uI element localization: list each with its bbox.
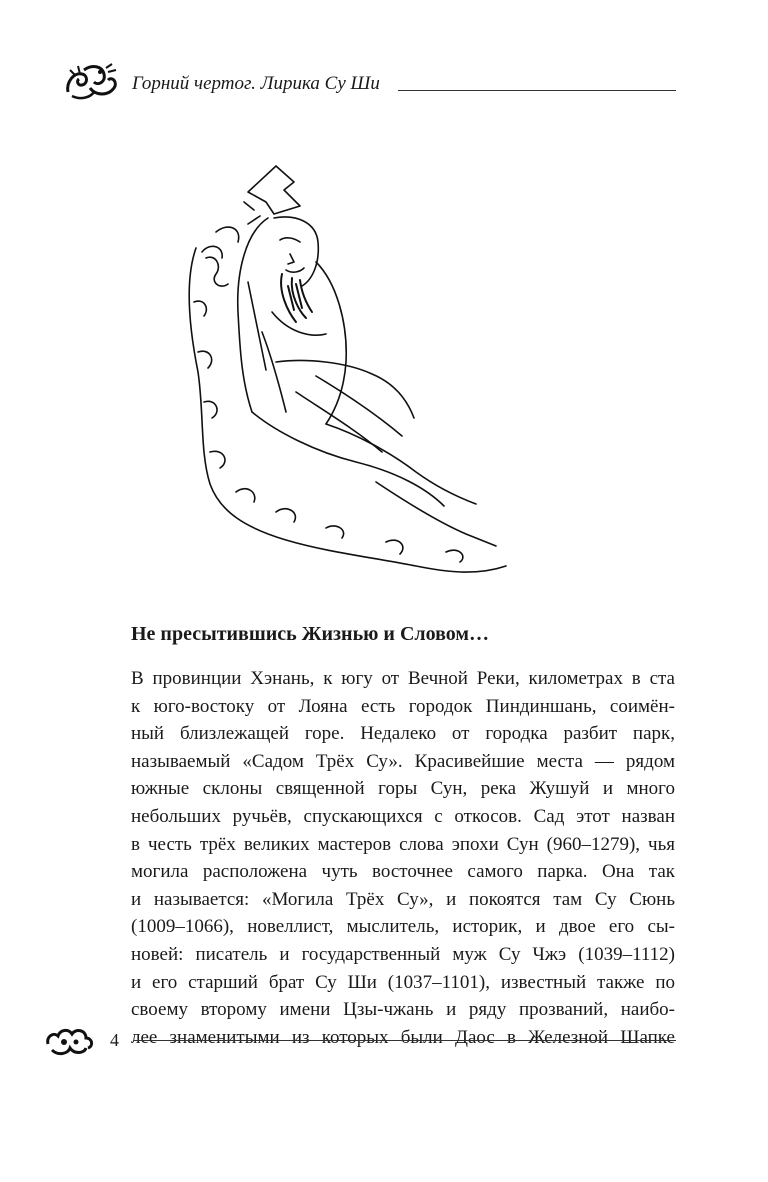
running-title: Горний чертог. Лирика Су Ши	[132, 73, 380, 94]
footer-rule	[134, 1040, 676, 1041]
text-line: своему второму имени Цзы-чжань и ряду прозваний, наибо-	[131, 999, 675, 1021]
page-number: 4	[110, 1030, 119, 1050]
page-footer	[44, 1020, 676, 1060]
text-line: в честь трёх великих мастеров слова эпохи Сун (960–1279), чья	[131, 833, 675, 855]
text-line: ный близлежащей горе. Недалеко от городка разбит парк,	[131, 723, 675, 745]
text-line: В провинции Хэнань, к югу от Вечной Реки, километрах в ста	[131, 668, 675, 689]
text-line: небольших ручьёв, спускающихся с откосов. Сад этот назван	[131, 805, 675, 827]
text-line: лее знаменитыми из которых были Даос в Железной Шапке	[131, 1026, 675, 1048]
body-paragraph	[131, 665, 675, 1051]
text-line: называемый «Садом Трёх Су». Красивейшие места — рядом	[131, 750, 675, 772]
text-line: (1009–1066), новеллист, мыслитель, историк, и двое его сы-	[131, 916, 675, 938]
text-line: и называется: «Могила Трёх Су», и покоятся там Су Сюнь	[131, 888, 675, 910]
text-line: новей: писатель и государственный муж Су Чжэ (1039–1112)	[131, 943, 675, 965]
dragon-ornament-icon	[64, 62, 120, 102]
section-heading: Не пресытившись Жизнью и Словом…	[131, 623, 490, 645]
text-line: к юго-востоку от Лояна есть городок Пиндиншань, соимён-	[131, 695, 675, 717]
seated-scholar-illustration	[176, 162, 512, 592]
text-line: южные склоны священной горы Сун, река Жушуй и много	[131, 778, 675, 800]
text-line: и его старший брат Су Ши (1037–1101), известный также по	[131, 971, 675, 993]
running-header	[64, 62, 676, 102]
cloud-ornament-icon	[44, 1024, 94, 1058]
text-line: могила расположена чуть восточнее самого парка. Она так	[131, 861, 675, 883]
header-rule	[398, 90, 676, 91]
